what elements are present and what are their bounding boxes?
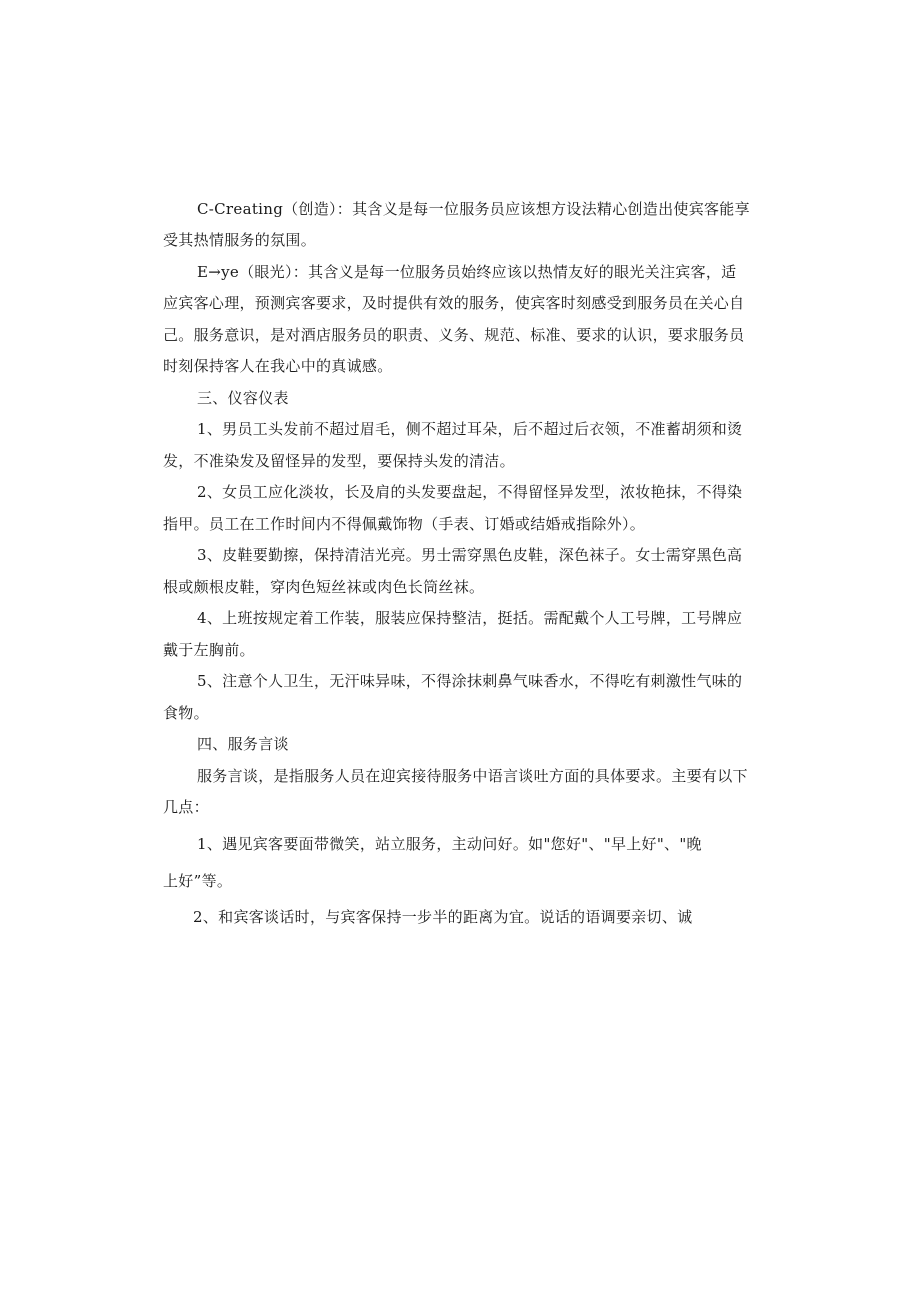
section-heading: 三、仪容仪表 — [197, 389, 289, 407]
text-line: 2、女员工应化淡妆，长及肩的头发要盘起，不得留怪异发型，浓妆艳抹，不得染 — [197, 483, 743, 501]
text-line: E→ye（眼光）：其含义是每一位服务员始终应该以热情友好的眼光关注宾客，适 — [197, 263, 737, 281]
text-line: 服务言谈，是指服务人员在迎宾接待服务中语言谈吐方面的具体要求。主要有以下 — [197, 767, 748, 785]
section-heading: 四、服务言谈 — [197, 735, 289, 753]
text-line: 4、上班按规定着工作装，服装应保持整洁，挺括。需配戴个人工号牌，工号牌应 — [197, 609, 743, 627]
text-line: 指甲。员工在工作时间内不得佩戴饰物（手表、订婚或结婚戒指除外）。 — [163, 515, 646, 533]
text-line: 2、和宾客谈话时，与宾客保持一步半的距离为宜。说话的语调要亲切、诚 — [193, 908, 693, 926]
text-line: 1、遇见宾客要面带微笑，站立服务，主动问好。如"您好"、"早上好"、"晚 — [197, 835, 702, 853]
text-line: 1、男员工头发前不超过眉毛，侧不超过耳朵，后不超过后衣领，不准蓄胡须和烫 — [197, 420, 743, 438]
text-line: 几点： — [163, 798, 209, 816]
text-line: 3、皮鞋要勤擦，保持清洁光亮。男士需穿黑色皮鞋，深色袜子。女士需穿黑色高 — [197, 546, 743, 564]
text-line: 时刻保持客人在我心中的真诚感。 — [163, 357, 393, 375]
text-line: 己。服务意识，是对酒店服务员的职责、义务、规范、标准、要求的认识，要求服务员 — [163, 326, 745, 344]
text-line: 受其热情服务的氛围。 — [163, 231, 317, 249]
text-line: 5、注意个人卫生，无汗味异味，不得涂抹刺鼻气味香水，不得吃有刺激性气味的 — [197, 672, 743, 690]
text-line: C-Creating（创造）：其含义是每一位服务员应该想方设法精心创造出使宾客能享 — [197, 200, 750, 218]
text-line: 戴于左胸前。 — [163, 641, 255, 659]
text-line: 发，不准染发及留怪异的发型，要保持头发的清洁。 — [163, 452, 515, 470]
text-line: 根或颇根皮鞋，穿肉色短丝袜或肉色长筒丝袜。 — [163, 578, 485, 596]
text-line: 应宾客心理，预测宾客要求，及时提供有效的服务，使宾客时刻感受到服务员在关心自 — [163, 294, 745, 312]
text-line: 食物。 — [163, 704, 209, 722]
text-line: 上好”等。 — [163, 872, 233, 890]
